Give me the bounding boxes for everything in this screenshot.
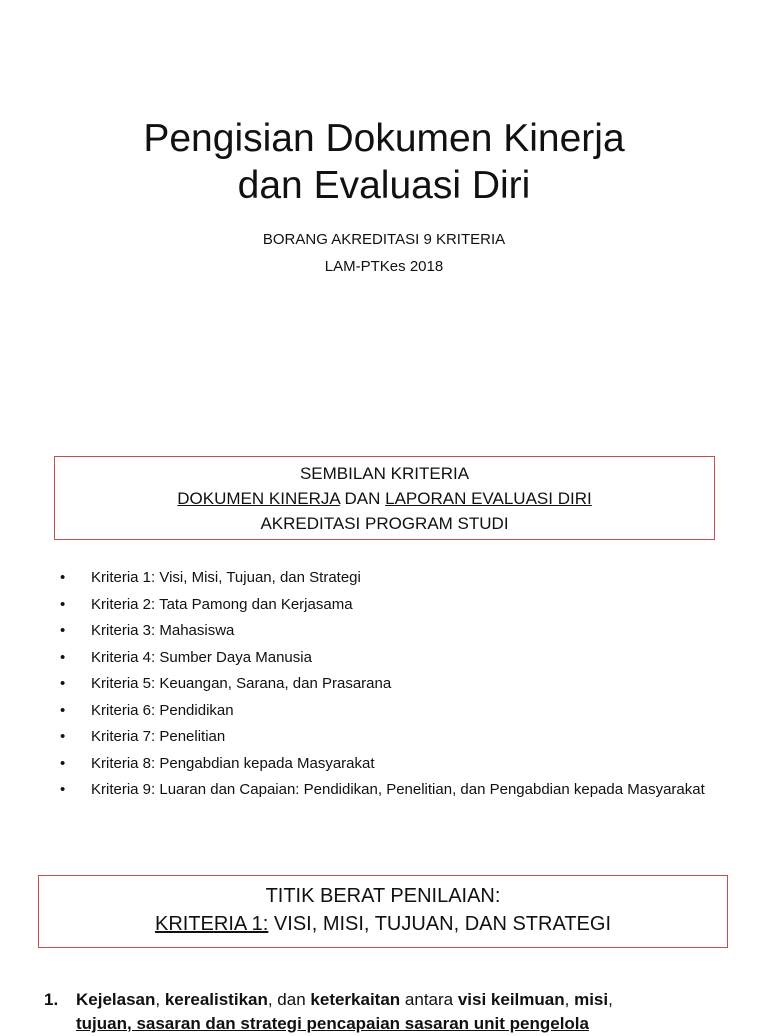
criteria-item [60,701,720,720]
criteria-item [60,727,720,746]
slide-title [0,115,768,209]
point-number: 1. [44,990,59,1009]
point-sep-1: , [155,990,165,1009]
numbered-point-1 [44,988,744,1036]
point-sep-4: , [564,990,575,1009]
criteria-text: Kriteria 1: Visi, Misi, Tujuan, dan Strategi [91,569,361,586]
criteria-item [60,674,720,693]
point-line-2: tujuan, sasaran dan strategi pencapaian sasaran unit pengelola [76,1014,589,1033]
focus-label: KRITERIA 1: [154,913,269,935]
bullet-icon: • [60,754,66,772]
laporan-evaluasi-text: LAPORAN EVALUASI DIRI [385,489,592,508]
point-line-1 [44,988,744,1012]
criteria-item [60,754,720,773]
bullet-icon: • [60,569,66,586]
criteria-item [60,568,720,587]
point-sep-5: , [608,990,613,1009]
criteria-item [60,595,720,614]
point-word-2: kerealistikan [164,990,268,1009]
criteria-item [60,621,720,640]
criteria-text: Kriteria 5: Keuangan, Sarana, dan Prasarana [91,675,392,692]
criteria-text: Kriteria 9: Luaran dan Capaian: Pendidikan, Penelitian, dan Pengabdian kepada Masyarakat [91,781,705,798]
criteria-item [60,780,720,799]
box-subheading [55,486,714,511]
point-sep-2: , dan [267,990,311,1009]
bullet-icon: • [60,595,66,613]
focus-heading: TITIK BERAT PENILAIAN: [265,885,501,907]
subtitle-line-1: BORANG AKREDITASI 9 KRITERIA [262,231,506,248]
focus-text: VISI, MISI, TUJUAN, DAN STRATEGI [268,913,611,935]
assessment-focus-box [38,875,728,948]
focus-subheading [39,910,727,938]
bullet-icon: • [60,728,66,745]
point-sep-3: antara [400,990,458,1009]
subtitle-line-2: LAM-PTKes 2018 [324,258,444,275]
criteria-text: Kriteria 4: Sumber Daya Manusia [91,648,312,666]
dan-text: DAN [339,489,386,508]
criteria-text: Kriteria 3: Mahasiswa [91,622,235,639]
bullet-icon: • [60,781,66,798]
point-word-5: misi [574,990,609,1009]
title-line-2: dan Evaluasi Diri [237,164,531,207]
title-line-1: Pengisian Dokumen Kinerja [143,117,625,160]
point-word-4: visi keilmuan [457,990,565,1009]
criteria-text: Kriteria 7: Penelitian [91,728,226,745]
criteria-text: Kriteria 6: Pendidikan [91,701,234,719]
bullet-icon: • [60,622,66,639]
bullet-icon: • [60,648,66,666]
dokumen-kinerja-text: DOKUMEN KINERJA [177,489,340,508]
criteria-text: Kriteria 2: Tata Pamong dan Kerjasama [91,595,353,613]
box-heading: SEMBILAN KRITERIA [299,464,470,483]
point-word-3: keterkaitan [310,990,401,1009]
criteria-header-box [54,456,715,540]
criteria-item [60,648,720,667]
criteria-text: Kriteria 8: Pengabdian kepada Masyarakat [91,754,375,772]
criteria-list [60,568,720,807]
box-footer-text: AKREDITASI PROGRAM STUDI [260,514,509,533]
point-word-1: Kejelasan [76,990,156,1009]
bullet-icon: • [60,675,66,692]
bullet-icon: • [60,701,66,719]
